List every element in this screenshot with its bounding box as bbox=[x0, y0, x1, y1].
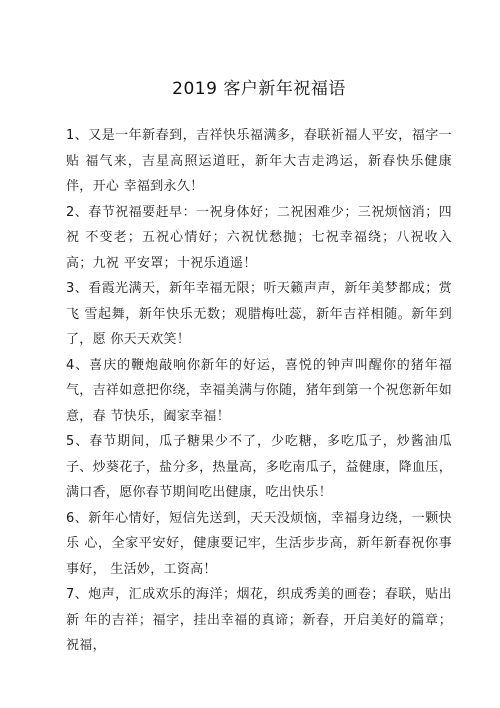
greeting-paragraph-1: 1、又是一年新春到，吉祥快乐福满多，春联祈福人平安，福字一贴 福气来，吉星高照运道旺，新年大吉走鸿运，新春快乐健康伴，开心 幸福到永久！ bbox=[66, 128, 452, 194]
greeting-paragraph-2: 2、春节祝福要赶早：一祝身体好；二祝困难少；三祝烦恼消；四祝 不变老；五祝心情好；六祝忧愁抛；七祝幸福绕；八祝收入高；九祝 平安罩；十祝乐逍遥！ bbox=[66, 204, 452, 271]
greeting-paragraph-6: 6、新年心情好，短信先送到，天天没烦恼，幸福身边绕，一颗快乐 心，全家平安好，健康要记牢，生活步步高，新年新春祝你事事好， 生活妙，工资高！ bbox=[66, 510, 452, 577]
greeting-paragraph-7: 7、炮声，汇成欢乐的海洋；烟花，织成秀美的画卷；春联，贴出新 年的吉祥；福字，挂出幸福的真谛；新春，开启美好的篇章；祝福， bbox=[66, 587, 452, 653]
document-title: 2019 客户新年祝福语 bbox=[172, 79, 346, 99]
greeting-paragraph-4: 4、喜庆的鞭炮敲响你新年的好运，喜悦的钟声叫醒你的猪年福气，吉祥如意把你绕，幸福美满与你随，猪年到第一个祝您新年如意，春 节快乐，阖家幸福！ bbox=[66, 357, 452, 424]
greeting-paragraph-3: 3、看霞光满天，新年幸福无限；听天籁声声，新年美梦都成；赏飞 雪起舞，新年快乐无数；观腊梅吐蕊，新年吉祥相随。新年到了，愿 你天天欢笑！ bbox=[66, 281, 452, 347]
greeting-paragraph-5: 5、春节期间，瓜子糖果少不了，少吃糖，多吃瓜子，炒酱油瓜子、炒葵花子，盐分多，热量高，多吃南瓜子，益健康，降血压，满口香，愿你春节期间吃出健康，吃出快乐！ bbox=[66, 434, 452, 500]
document-body bbox=[66, 123, 452, 659]
